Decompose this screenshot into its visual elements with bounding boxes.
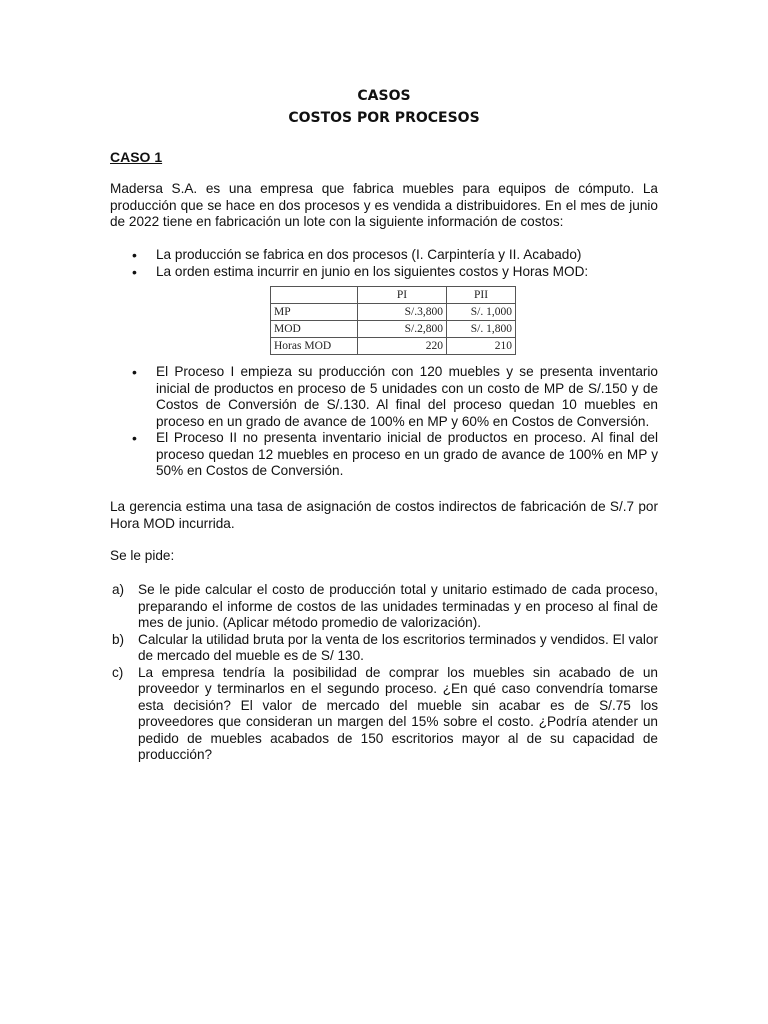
question-marker: c) [112,664,124,680]
question-item [110,582,658,632]
bottom-bullet-list [110,364,658,480]
table-cell: S/.3,800 [358,304,447,321]
table-cell: 210 [447,338,516,355]
question-text: La empresa tendría la posibilidad de comprar los muebles sin acabado de un proveedor y terminarlos en el segundo proceso. ¿En qué caso convendría tomarse esta decisión? El valor de mercado del mueble sin acabar es de S/.75 los proveedores que consideran un margen del 15% sobre el costo. ¿Podría atender un pedido de muebles acabados de 150 escritorios mayor al de su capacidad de producción? [138,664,658,762]
table-header-cell: PII [447,287,516,304]
intro-paragraph: Madersa S.A. es una empresa que fabrica muebles para equipos de cómputo. La producción que se hace en dos procesos y es vendida a distribuidores. En el mes de junio de 2022 tiene en fabricación un lote con la siguiente información de costos: [110,181,658,229]
table-cell: S/.2,800 [358,321,447,338]
question-marker: a) [112,582,125,597]
bullet-item: • La producción se fabrica en dos procesos (I. Carpintería y II. Acabado) [110,247,658,264]
document-subtitle: COSTOS POR PROCESOS [288,110,480,126]
requirements-heading: Se le pide: [110,548,175,563]
overhead-rate-paragraph: La gerencia estima una tasa de asignación de costos indirectos de fabricación de S/.7 por Hora MOD incurrida. [110,499,658,531]
table-cell: 220 [358,338,447,355]
question-marker: b) [112,631,125,647]
table-row [271,321,516,338]
question-text: Calcular la utilidad bruta por la venta de los escritorios terminados y vendidos. El valor de mercado del mueble es de S/ 130. [138,631,658,663]
bullet-item: • La orden estima incurrir en junio en los siguientes costos y Horas MOD: [110,264,658,281]
table-header-cell [271,287,358,304]
table-cell: MP [271,304,358,321]
bullet-item: • El Proceso I empieza su producción con 120 muebles y se presenta inventario inicial de productos en proceso de 5 unidades con un costo de MP de S/.150 y de Costos de Conversión de S/.130. Al final del proceso quedan 10 muebles en proceso en un grado de avance de 100% en MP y 60% en Costos de Conversión. [110,364,658,430]
table-row [271,304,516,321]
table-header-row [271,287,516,304]
top-bullet-list [110,247,658,280]
table-header-cell: PI [358,287,447,304]
bullet-item: • El Proceso II no presenta inventario inicial de productos en proceso. Al final del proceso quedan 12 muebles en proceso en un grado de avance de 100% en MP y 50% en Costos de Conversión. [110,430,658,480]
table-cell: S/. 1,000 [447,304,516,321]
table-cell: S/. 1,800 [447,321,516,338]
table-row [271,338,516,355]
case-heading: CASO 1 [110,149,163,165]
table-cell: MOD [271,321,358,338]
cost-table [270,286,516,355]
question-text: Se le pide calcular el costo de producción total y unitario estimado de cada proceso, preparando el informe de costos de las unidades terminadas y en proceso al final de mes de junio. (Aplicar método promedio de valorización). [138,582,658,630]
document-title: CASOS [357,88,411,104]
question-item [110,665,658,764]
table-cell: Horas MOD [271,338,358,355]
questions-list [110,582,658,764]
question-item [110,632,658,665]
